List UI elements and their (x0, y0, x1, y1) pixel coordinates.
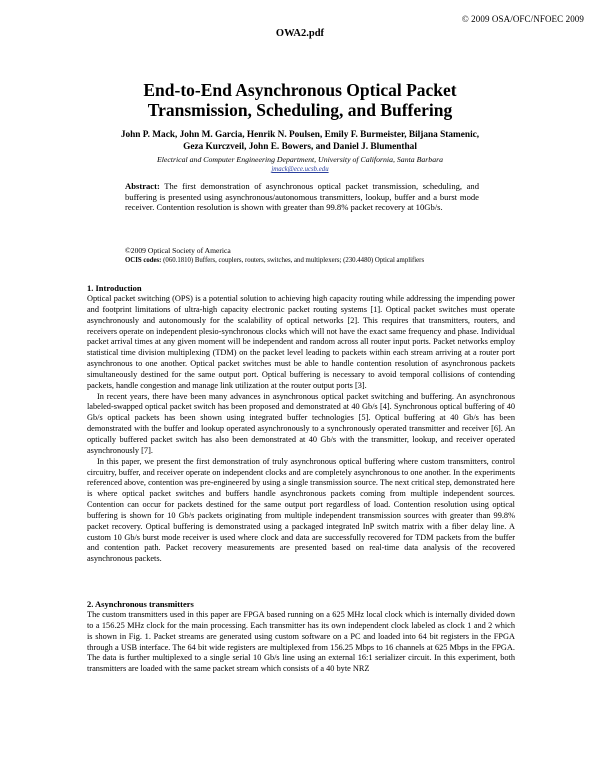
abstract-label: Abstract: (125, 181, 160, 191)
section-asynchronous-transmitters (87, 599, 515, 675)
contact-email-link[interactable]: jmack@ece.ucsb.edu (271, 166, 329, 173)
paragraph: In recent years, there have been many advances in asynchronous optical packet switching and buffering. An asynchronous labeled-swapped optical packet switch has been proposed and demonstrated at 40 Gb/s [4]. Synchronous optical buffering of 40 Gb/s optical packets has been shown using integrated buffer technologies [5]. Optical buffering at 40 Gb/s has been demonstrated with the buffer and lookup operated asynchronously to a synchronously operated transmitter and receiver [6]. An optically buffered packet switch has also been demonstrated at 40 Gb/s with the transmitter, lookup, and receiver operated asynchronously [7]. (87, 391, 515, 455)
paragraph: The custom transmitters used in this paper are FPGA based running on a 625 MHz local clock which is internally divided down to a 156.25 MHz clock for the main processing. Each transmitter has its own independent clock labeled as clock 1 and 2 which is shown in Fig. 1. Packet streams are generated using custom software on a PC and loaded into 64 bit registers in the FPGA through a USB interface. The 64 bit wide registers are multiplexed from 156.25 Mbps to 16 channels at 625 Mbps in the FPGA. The data is further multiplexed to a single serial 10 Gb/s line using an external 16:1 serializer circuit. In this experiment, both transmitters are loaded with the same packet stream which consists of a 40 byte NRZ (87, 610, 515, 674)
authors-line-1: John P. Mack, John M. Garcia, Henrik N. Poulsen, Emily F. Burmeister, Biljana Stamenic, (120, 130, 480, 140)
abstract-copyright: ©2009 Optical Society of America (125, 246, 231, 255)
copyright-notice: © 2009 OSA/OFC/NFOEC 2009 (461, 14, 584, 24)
title-line-1: End-to-End Asynchronous Optical Packet (143, 80, 457, 100)
ocis-codes (125, 256, 545, 265)
abstract (125, 181, 479, 213)
section-introduction (87, 283, 515, 565)
authors-line-2: Geza Kurczveil, John E. Bowers, and Daniel J. Blumenthal (183, 141, 417, 152)
ocis-label: OCIS codes: (125, 257, 162, 264)
abstract-text: The first demonstration of asynchronous optical packet transmission, scheduling, and buffering is presented using asynchronous/autonomous transmitters, lookup, buffer and a burst mode receiver. Contention resolution is shown with greater than 99.8% packet recovery at 10Gb/s. (125, 181, 479, 213)
section-heading: 2. Asynchronous transmitters (87, 599, 194, 609)
affiliation: Electrical and Computer Engineering Department, University of California, Santa Barbara (156, 155, 444, 164)
paragraph: Optical packet switching (OPS) is a potential solution to achieving high capacity routing while addressing the impending power and footprint limitations of ultra-high capacity electronic packet routing systems [1]. Optical packet switches must operate asynchronously and autonomously for the scalability of optical networks [2]. This requires that transmitters, routers, and receivers operate on independent plesio-synchronous clocks which will not have the exact same frequency and phase. Individual packet arrival times at any given moment will be independent and random across all router input ports. Packet networks employ statistical time division multiplexing (TDM) on the packet level leading to packets within each stream arriving at a router port asynchronous to one another. Optical packet switches must be able to handle contention resolution of asynchronous packets simultaneously destined for the same output port. Optical buffering is necessary to avoid temporal collisions of contending packets, handle congestion and manage link utilization at the router output ports [3]. (87, 294, 515, 390)
author-list (70, 130, 530, 153)
paper-id: OWA2.pdf (275, 28, 325, 39)
section-heading: 1. Introduction (87, 283, 142, 293)
paragraph: In this paper, we present the first demonstration of truly asynchronous optical buffering where custom transmitters, control circuitry, buffer, and receiver operate on independent clocks and are completely asynchronous to one another. In the experiments referenced above, contention was pre-engineered by using a single transmission source. The next critical step, demonstrated here is where optical packet switches and buffers handle asynchronous packets coming from multiple independent sources. Contention can occur for packets destined for the same output port regardless of load. Contention resolution using optical buffering is shown for 10 Gb/s packets originating from multiple independent transmission sources with greater than 99.8% packet recovery. Optical buffering is demonstrated using a packaged integrated InP switch matrix with a fiber delay line. A custom 10 Gb/s burst mode receiver is used where clock and data are successfully recovered for TDM packets from the buffer and contention path. Packet recovery measurements are presented based on real-time data analysis of the recovered asynchronous packets. (87, 456, 515, 564)
title-line-2: Transmission, Scheduling, and Buffering (147, 100, 453, 120)
paper-title (60, 80, 540, 120)
ocis-text: (060.1810) Buffers, couplers, routers, switches, and multiplexers; (230.4480) Optical amplifiers (163, 257, 425, 264)
